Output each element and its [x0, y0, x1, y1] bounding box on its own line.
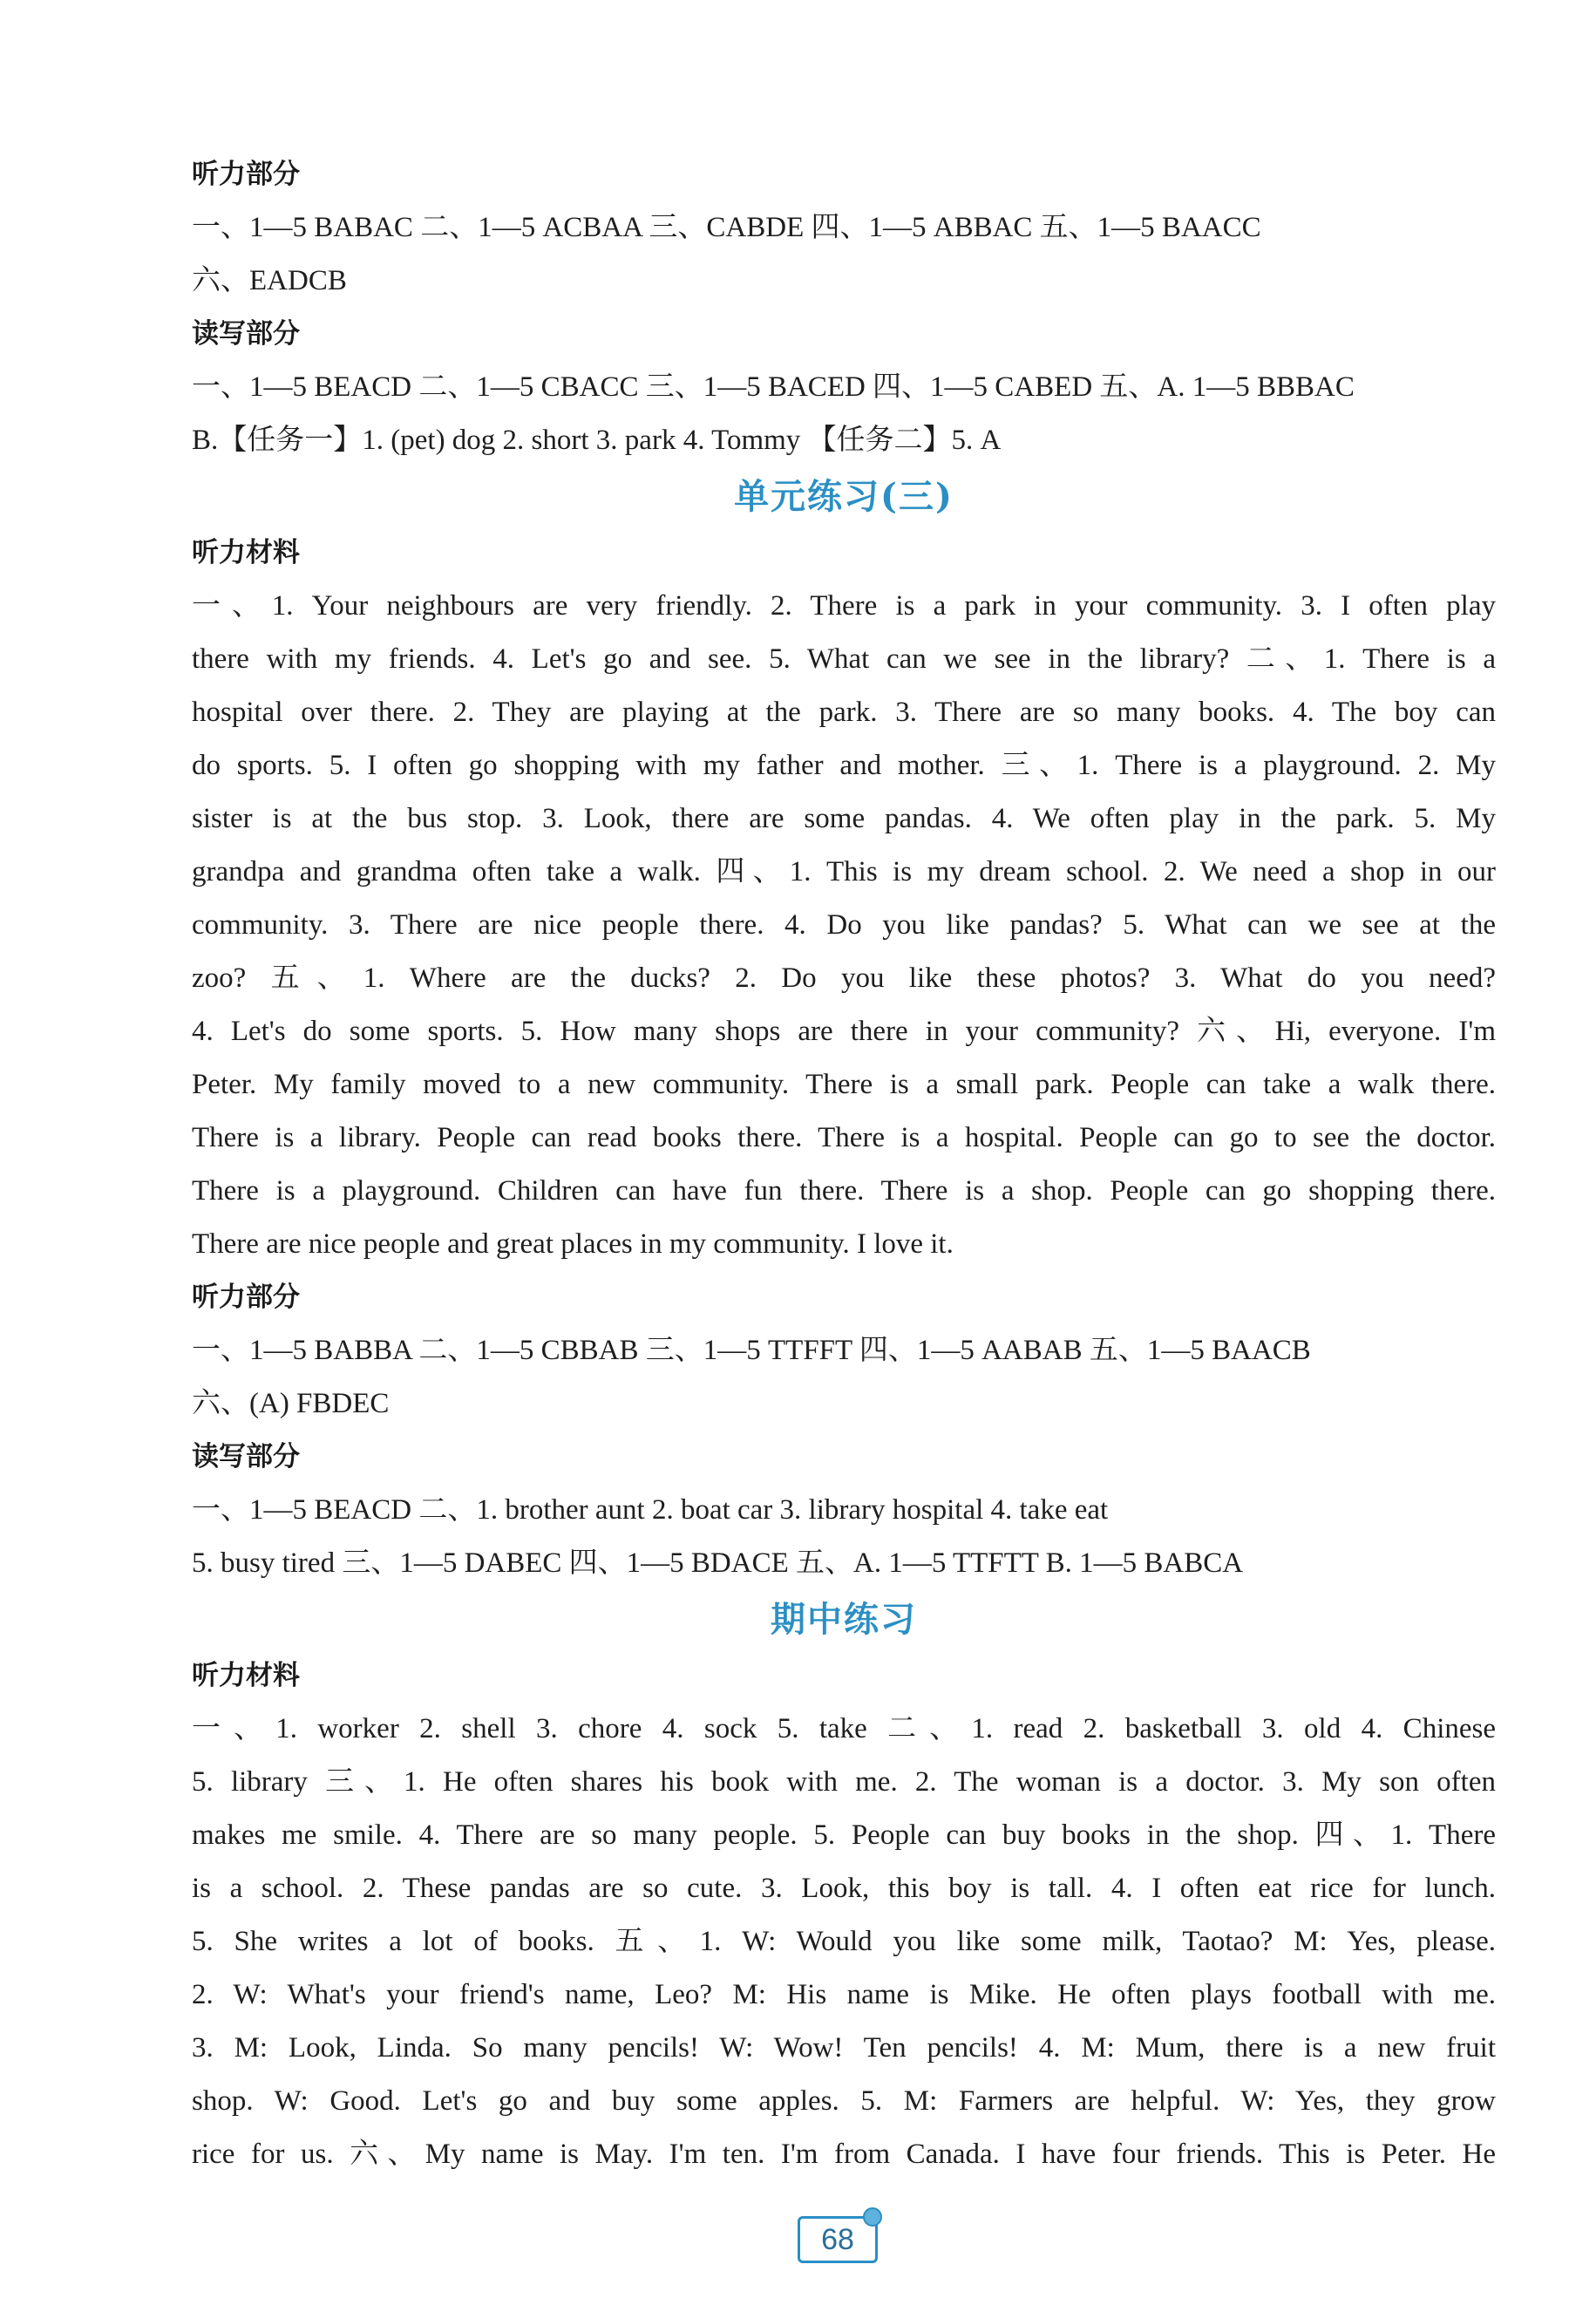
- answer-line: 5. busy tired 三、1—5 DABEC 四、1—5 BDACE 五、A. 1—5 TTFTT B. 1—5 BABCA: [192, 1547, 1244, 1579]
- transcript-line: 一、1. Your neighbours are very friendly. 2. There is a park in your community. 3. I often play: [192, 590, 1496, 622]
- reading-writing-section-heading: 读写部分: [192, 318, 300, 350]
- answer-line: 一、1—5 BABBA 二、1—5 CBBAB 三、1—5 TTFFT 四、1—5 AABAB 五、1—5 BAACB: [192, 1335, 1311, 1366]
- transcript-line: sister is at the bus stop. 3. Look, there are some pandas. 4. We often play in the park. 5. My: [192, 803, 1496, 834]
- transcript-line: is a school. 2. These pandas are so cute. 3. Look, this boy is tall. 4. I often eat rice for lunch.: [192, 1873, 1496, 1904]
- transcript-line: There is a playground. Children can have fun there. There is a shop. People can go shopping there.: [192, 1175, 1496, 1207]
- answer-line: 一、1—5 BEACD 二、1—5 CBACC 三、1—5 BACED 四、1—5 CABED 五、A. 1—5 BBBAC: [192, 371, 1355, 403]
- answer-line: 六、(A) FBDEC: [192, 1388, 390, 1419]
- answer-line: B.【任务一】1. (pet) dog 2. short 3. park 4. Tommy 【任务二】5. A: [192, 425, 1002, 456]
- listening-material-heading: 听力材料: [192, 1660, 300, 1691]
- transcript-line: community. 3. There are nice people there. 4. Do you like pandas? 5. What can we see at the: [192, 909, 1496, 941]
- answer-line: 一、1—5 BEACD 二、1. brother aunt 2. boat car 3. library hospital 4. take eat: [192, 1494, 1109, 1526]
- page-number: 68: [798, 2216, 878, 2263]
- midterm-title: 期中练习: [771, 1599, 917, 1640]
- transcript-line: There is a library. People can read books there. There is a hospital. People can go to see the doctor.: [192, 1122, 1496, 1153]
- transcript-line: 5. She writes a lot of books. 五、1. W: Would you like some milk, Taotao? M: Yes, please.: [192, 1926, 1496, 1957]
- transcript-line: rice for us. 六、My name is May. I'm ten. I'm from Canada. I have four friends. This is Peter. He: [192, 2139, 1496, 2170]
- reading-writing-section-heading: 读写部分: [192, 1441, 300, 1472]
- page-number-dot-icon: [863, 2207, 882, 2227]
- transcript-line: zoo? 五、1. Where are the ducks? 2. Do you like these photos? 3. What do you need?: [192, 962, 1496, 994]
- transcript-line: 4. Let's do some sports. 5. How many shops are there in your community? 六、Hi, everyone. I'm: [192, 1016, 1496, 1047]
- answer-page: [192, 148, 1496, 2181]
- listening-section-heading: 听力部分: [192, 1282, 300, 1313]
- transcript-line: hospital over there. 2. They are playing at the park. 3. There are so many books. 4. The boy can: [192, 697, 1496, 728]
- unit-3-title: 单元练习(三): [734, 476, 954, 517]
- transcript-line: 2. W: What's your friend's name, Leo? M: His name is Mike. He often plays football with me.: [192, 1979, 1496, 2010]
- transcript-line: makes me smile. 4. There are so many people. 5. People can buy books in the shop. 四、1. There: [192, 1819, 1496, 1851]
- transcript-line: There are nice people and great places in my community. I love it.: [192, 1228, 954, 1260]
- transcript-line: 5. library 三、1. He often shares his book with me. 2. The woman is a doctor. 3. My son often: [192, 1766, 1496, 1798]
- transcript-line: 一、1. worker 2. shell 3. chore 4. sock 5. take 二、1. read 2. basketball 3. old 4. Chinese: [192, 1713, 1496, 1744]
- listening-section-heading: 听力部分: [192, 159, 300, 190]
- transcript-line: shop. W: Good. Let's go and buy some apples. 5. M: Farmers are helpful. W: Yes, they grow: [192, 2085, 1496, 2117]
- transcript-line: Peter. My family moved to a new community. There is a small park. People can take a walk there.: [192, 1069, 1496, 1100]
- transcript-line: 3. M: Look, Linda. So many pencils! W: Wow! Ten pencils! 4. M: Mum, there is a new fruit: [192, 2032, 1496, 2064]
- transcript-line: do sports. 5. I often go shopping with my father and mother. 三、1. There is a playground. 2. My: [192, 750, 1496, 781]
- listening-material-heading: 听力材料: [192, 537, 300, 568]
- answer-line: 一、1—5 BABAC 二、1—5 ACBAA 三、CABDE 四、1—5 ABBAC 五、1—5 BAACC: [192, 212, 1261, 243]
- answer-line: 六、EADCB: [192, 265, 347, 296]
- transcript-line: there with my friends. 4. Let's go and see. 5. What can we see in the library? 二、1. There is a: [192, 643, 1496, 675]
- transcript-line: grandpa and grandma often take a walk. 四、1. This is my dream school. 2. We need a shop in our: [192, 856, 1496, 887]
